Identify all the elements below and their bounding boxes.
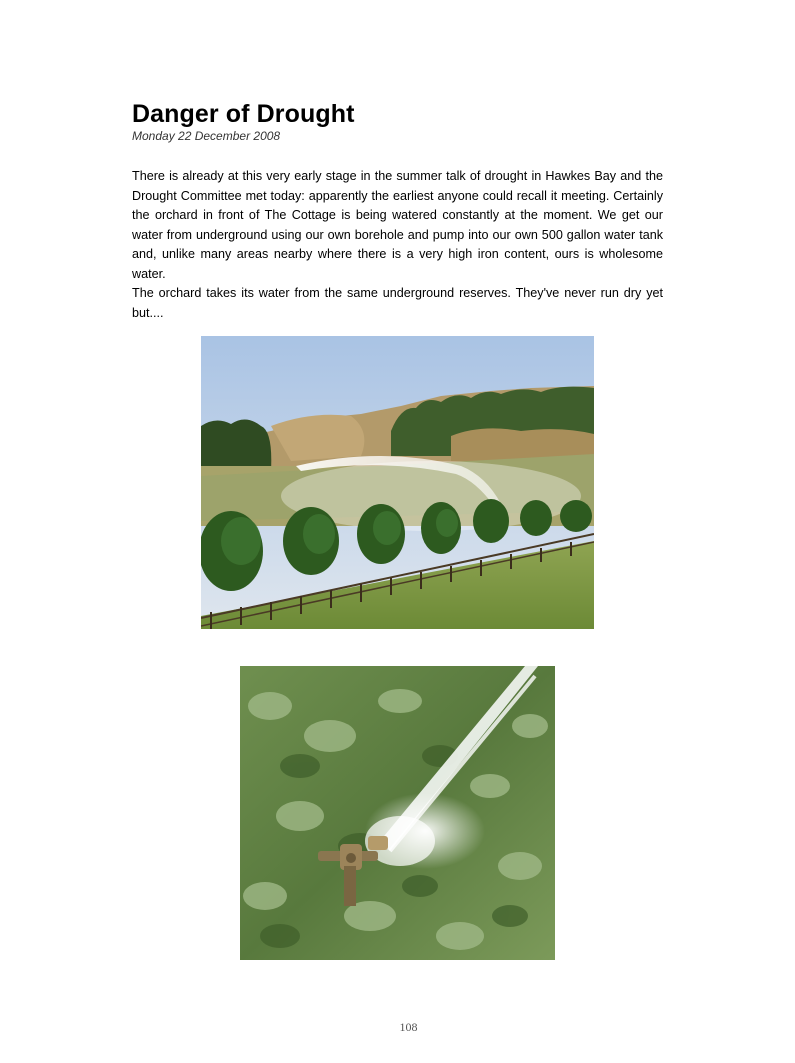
- article-date: Monday 22 December 2008: [132, 129, 281, 143]
- paragraph: The orchard takes its water from the same underground reserves. They've never run dry yet but....: [132, 286, 663, 320]
- article-body: [132, 167, 663, 323]
- page-title: Danger of Drought: [132, 100, 355, 128]
- orchard-irrigation-photo: [201, 336, 594, 629]
- paragraph: There is already at this very early stage in the summer talk of drought in Hawkes Bay and the Drought Committee met today: apparently the earliest anyone could recall it meeting. Certainly the orchard in front of The Cottage is being watered constantly at the moment. We get our water from underground using our own borehole and pump into our own 500 gallon water tank and, unlike many areas nearby where there is a very high iron content, ours is wholesome water.: [132, 169, 663, 281]
- page-number: 108: [399, 1020, 418, 1034]
- sprinkler-closeup-photo: [240, 666, 555, 960]
